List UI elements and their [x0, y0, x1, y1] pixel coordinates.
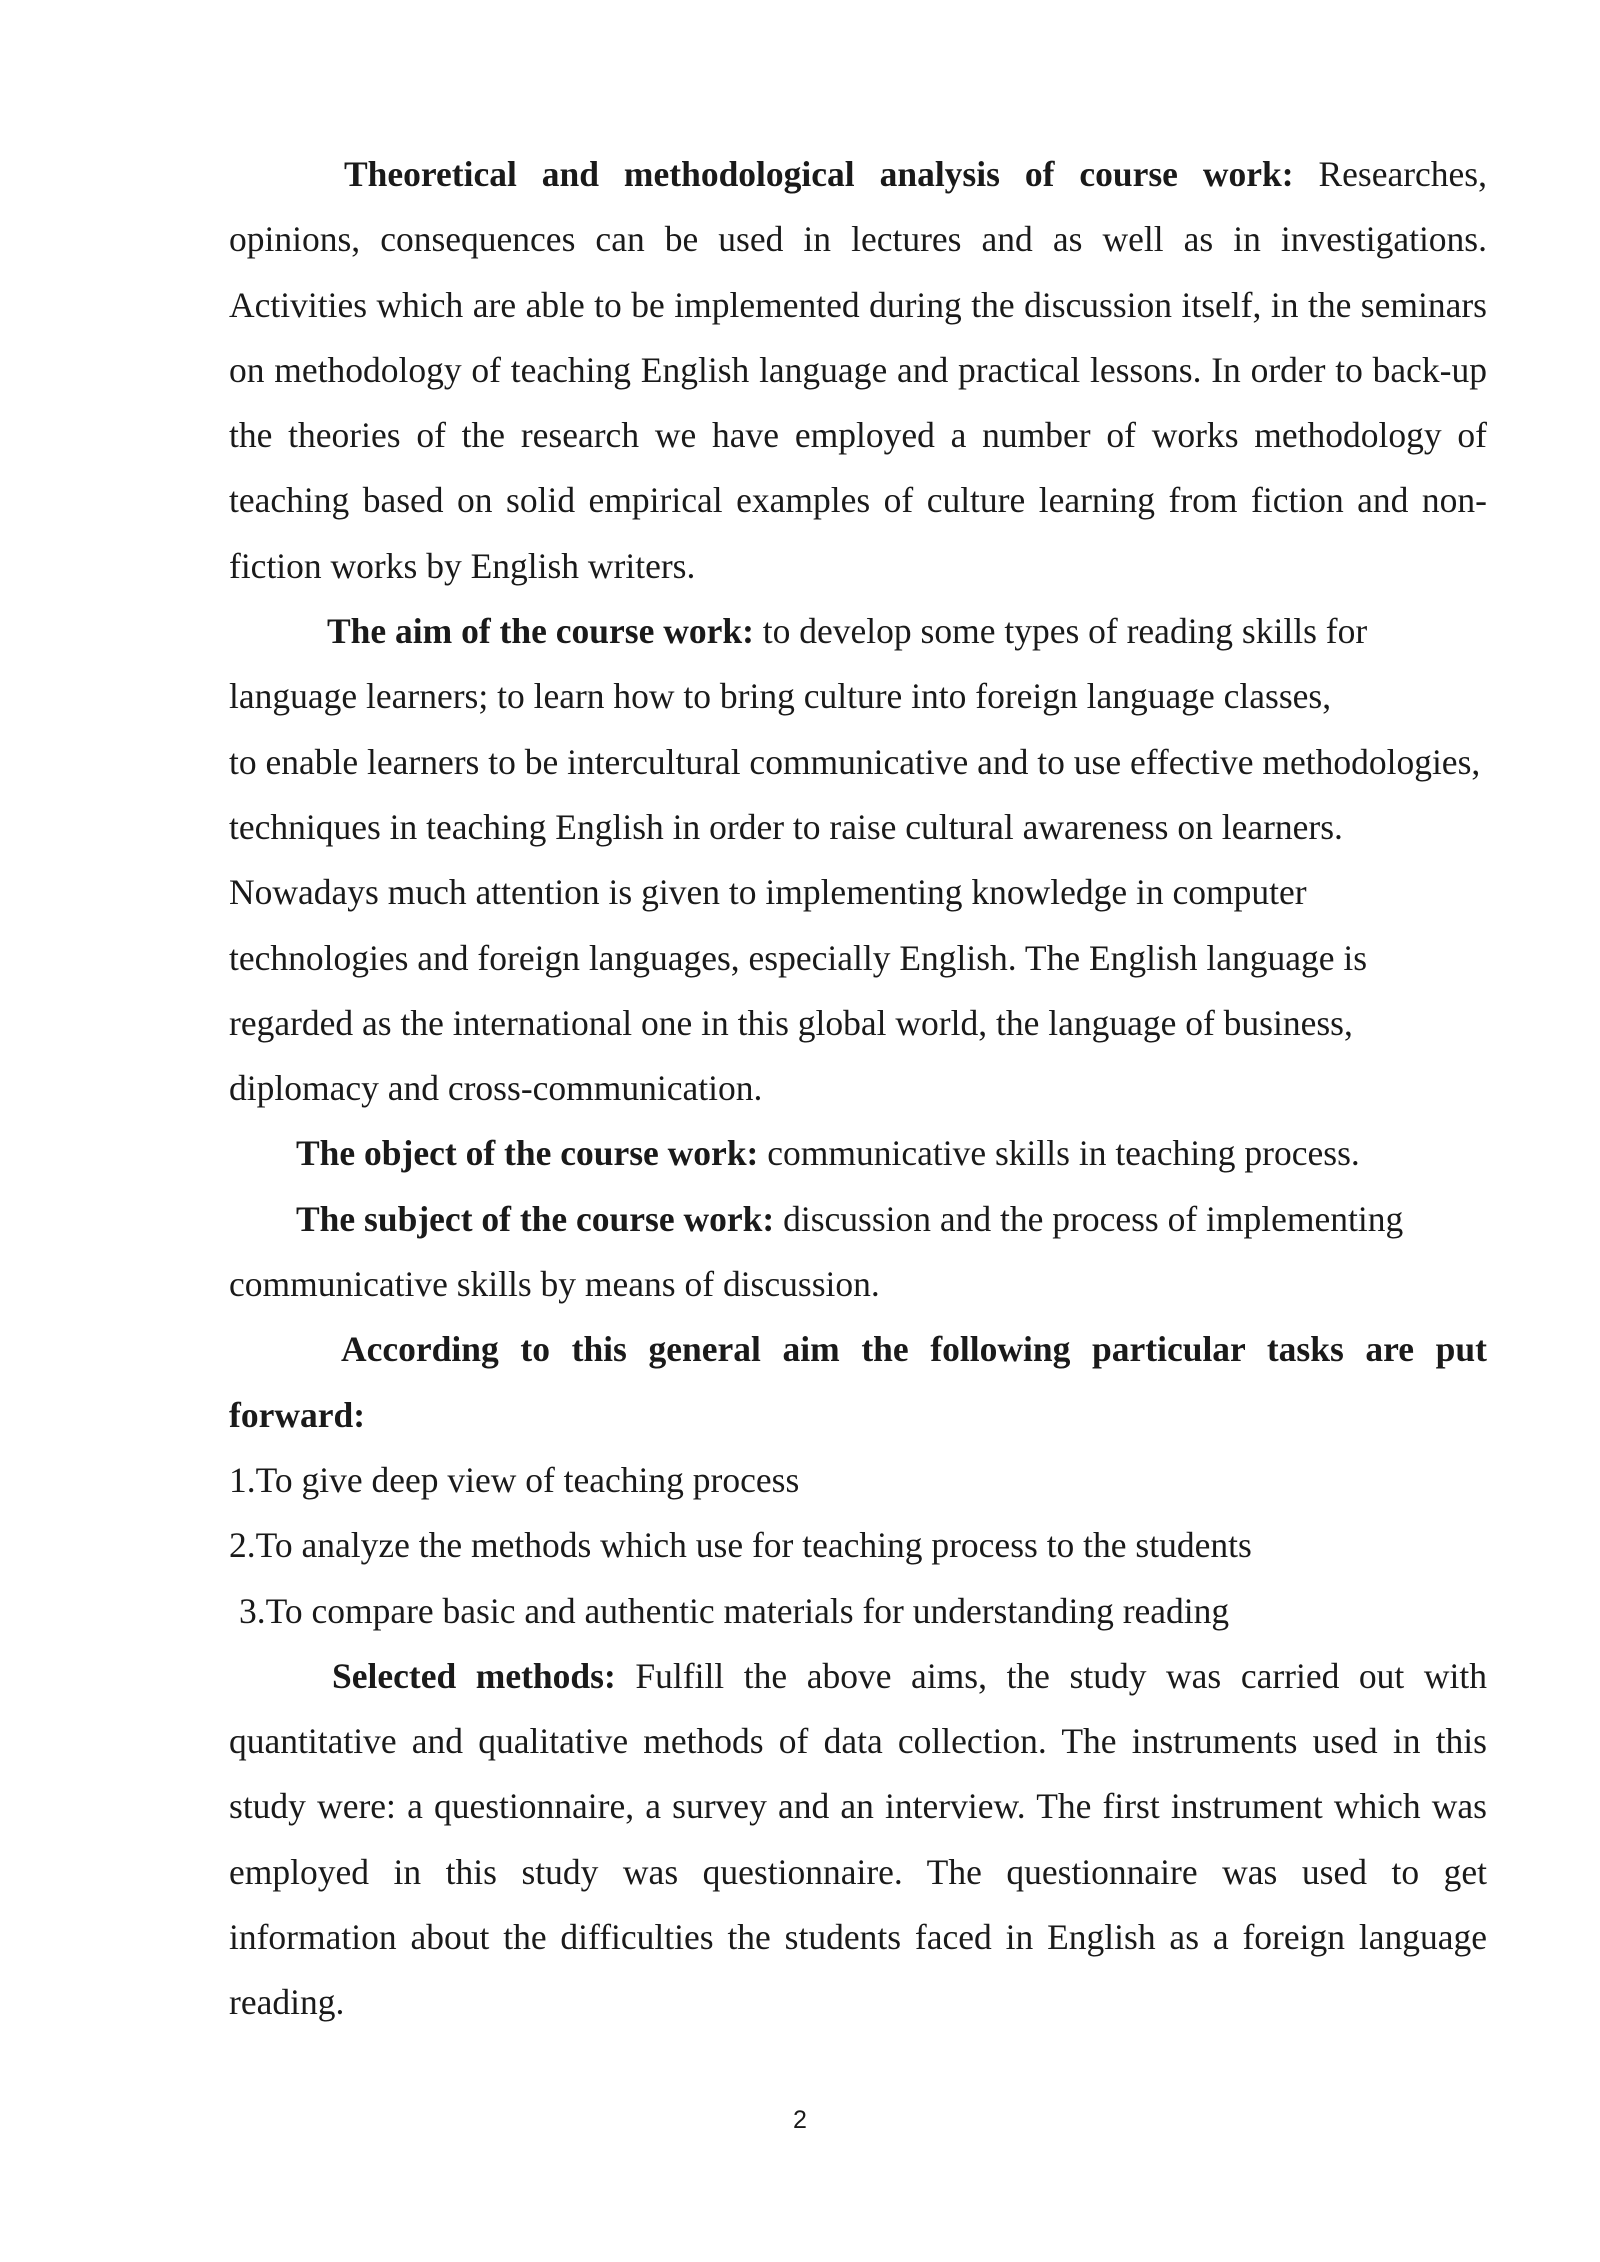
object-paragraph [229, 1121, 1487, 1186]
subject-text: discussion and the process of implementing communicative skills by means of discussion. [229, 1198, 1404, 1305]
selected-methods-text: Fulfill the above aims, the study was carried out with quantitative and qualitative methods of data collection. The instruments used in this study were: a questionnaire, a survey and an interview. The first instrument which was employed in this study was questionnaire. The questionnaire was used to get information about the difficulties the students faced in English as a foreign language reading. [229, 1655, 1487, 2023]
task-item: 2.To analyze the methods which use for teaching process to the students [229, 1525, 1252, 1566]
object-heading: The object of the course work: [296, 1133, 759, 1174]
tasks-intro-paragraph [229, 1317, 1487, 1448]
page-number: 2 [793, 2106, 807, 2134]
aim-continuation-paragraph [229, 730, 1487, 1122]
aim-continuation-text: to enable learners to be intercultural communicative and to use effective methodologies, techniques in teaching English in order to raise cultural awareness on learners. Nowadays much attention is given to implementing knowledge in computer technologies and foreign languages, especially English. The English language is regarded as the international one in this global world, the language of business, diplomacy and cross-communication. [229, 741, 1481, 1109]
task-item: 1.To give deep view of teaching process [229, 1459, 800, 1500]
aim-paragraph [229, 599, 1487, 730]
body-text [229, 142, 1487, 2036]
subject-heading: The subject of the course work: [296, 1198, 775, 1239]
theoretical-analysis-paragraph [229, 142, 1487, 599]
theoretical-analysis-heading: Theoretical and methodological analysis of course work: [344, 154, 1294, 194]
theoretical-analysis-text: Researches, opinions, consequences can be used in lectures and as well as in investigations. Activities which are able to be implemented during the discussion itself, in the seminars on methodology of teaching English language and practical lessons. In order to back-up the theories of the research we have employed a number of works methodology of teaching based on solid empirical examples of culture learning from fiction and non-fiction works by English writers. [229, 154, 1487, 586]
aim-heading: The aim of the course work: [327, 611, 754, 652]
selected-methods-paragraph [229, 1644, 1487, 2036]
object-text: communicative skills in teaching process. [767, 1133, 1360, 1174]
task-item: 3.To compare basic and authentic materials for understanding reading [239, 1590, 1230, 1631]
aim-text: to develop some types of reading skills for language learners; to learn how to bring culture into foreign language classes, [229, 611, 1368, 717]
tasks-intro-heading: According to this general aim the following particular tasks are put forward: [229, 1329, 1487, 1435]
subject-paragraph [229, 1187, 1487, 1318]
selected-methods-heading: Selected methods: [332, 1655, 616, 1696]
